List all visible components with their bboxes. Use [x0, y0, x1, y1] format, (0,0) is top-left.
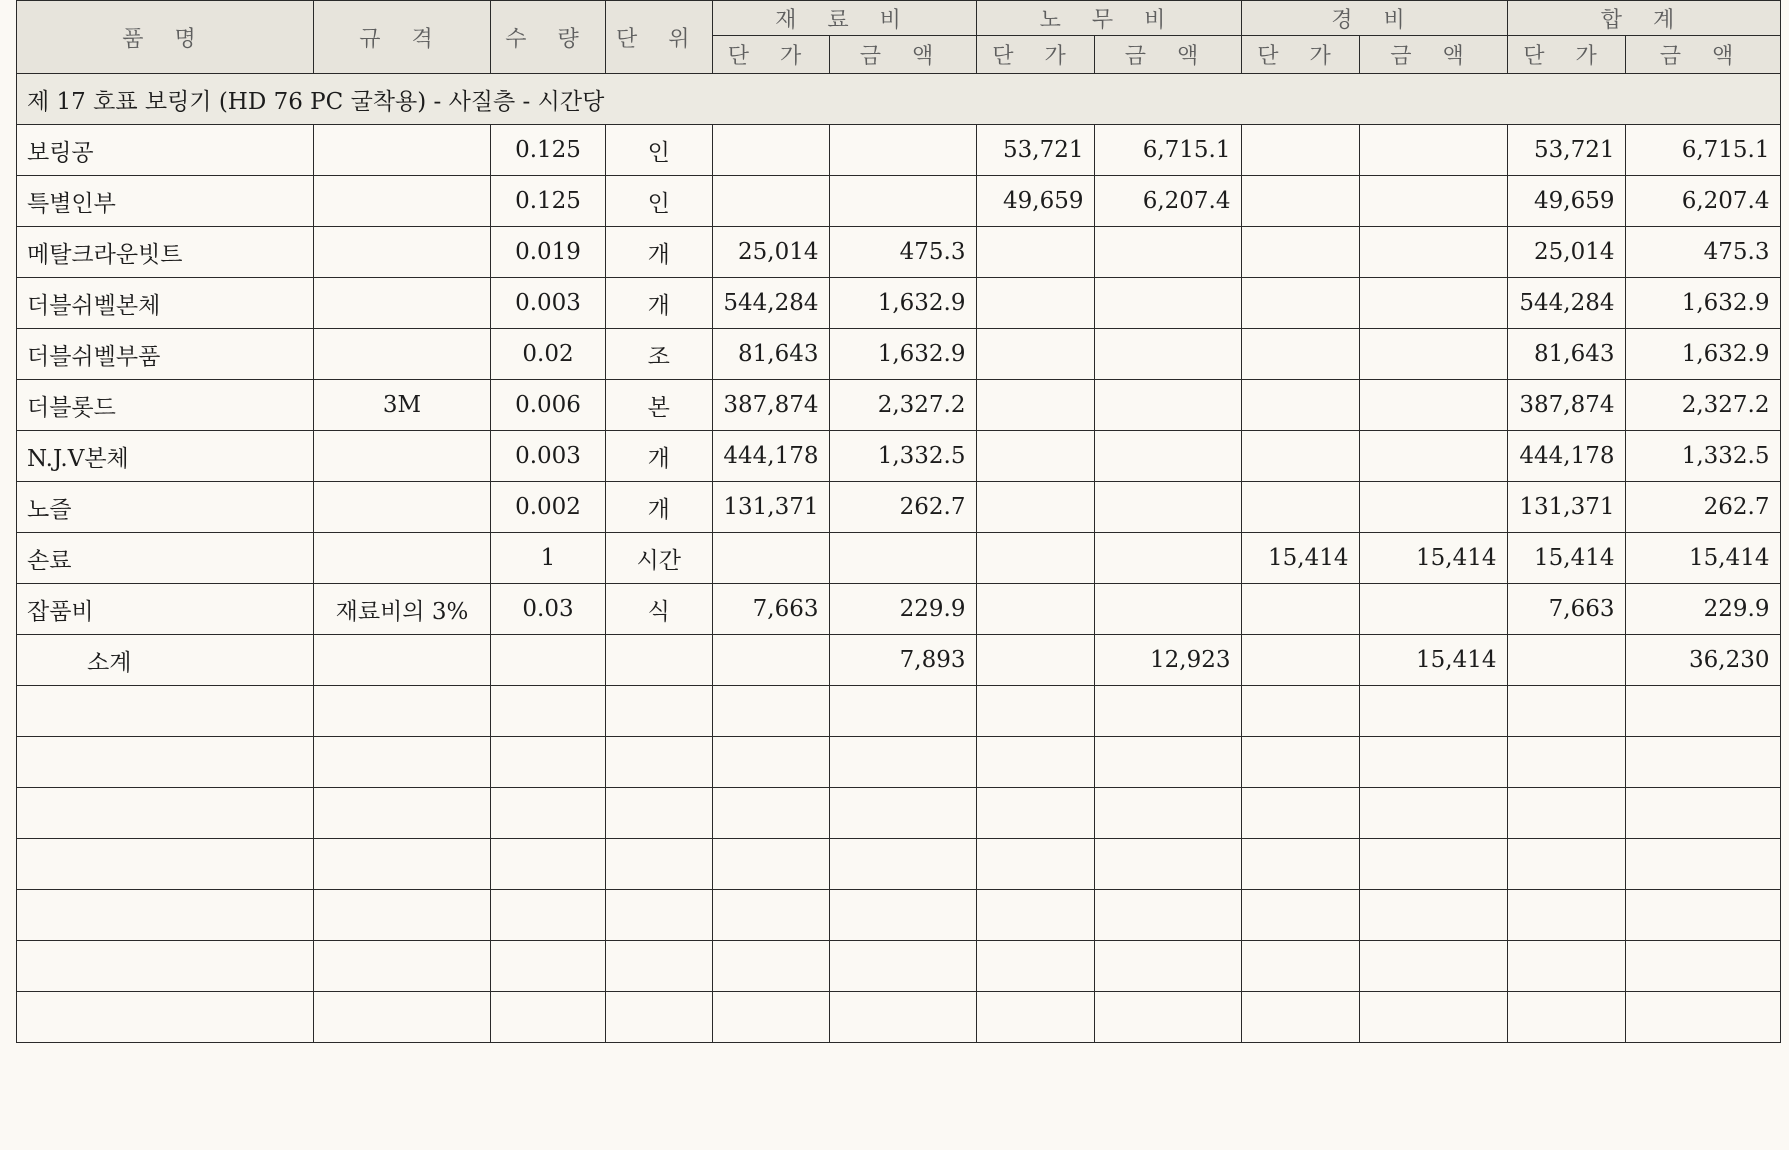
- material-unit-price-cell: [712, 176, 829, 227]
- empty-cell: [1094, 686, 1241, 737]
- empty-cell: [1094, 839, 1241, 890]
- material-amount-cell: [829, 125, 976, 176]
- empty-cell: [1241, 686, 1359, 737]
- total-amount-cell: 475.3: [1625, 227, 1780, 278]
- empty-cell: [314, 839, 491, 890]
- total-unit-price-cell: 544,284: [1507, 278, 1625, 329]
- spec-cell: [314, 125, 491, 176]
- material-unit-price-cell: [712, 635, 829, 686]
- empty-cell: [17, 992, 314, 1043]
- empty-cell: [1094, 788, 1241, 839]
- labor-unit-price-cell: [976, 278, 1094, 329]
- material-unit-price-cell: 131,371: [712, 482, 829, 533]
- empty-cell: [829, 890, 976, 941]
- empty-cell: [491, 941, 606, 992]
- empty-cell: [1359, 839, 1507, 890]
- expense-amount-cell: [1359, 380, 1507, 431]
- header-material: 재 료 비: [712, 1, 976, 36]
- empty-cell: [606, 737, 713, 788]
- labor-unit-price-cell: [976, 431, 1094, 482]
- empty-cell: [829, 839, 976, 890]
- qty-cell: 0.002: [491, 482, 606, 533]
- labor-unit-price-cell: [976, 329, 1094, 380]
- empty-cell: [1359, 737, 1507, 788]
- labor-amount-cell: [1094, 227, 1241, 278]
- empty-cell: [1241, 941, 1359, 992]
- empty-cell: [1625, 788, 1780, 839]
- empty-cell: [1625, 737, 1780, 788]
- empty-cell: [1359, 788, 1507, 839]
- empty-cell: [1241, 788, 1359, 839]
- empty-row: [17, 992, 1781, 1043]
- material-unit-price-cell: 387,874: [712, 380, 829, 431]
- empty-cell: [1625, 941, 1780, 992]
- labor-amount-cell: [1094, 482, 1241, 533]
- labor-amount-cell: [1094, 584, 1241, 635]
- empty-cell: [491, 788, 606, 839]
- empty-cell: [1241, 890, 1359, 941]
- table-row: [17, 125, 1781, 176]
- expense-amount-cell: [1359, 584, 1507, 635]
- item-name-cell: 더블롯드: [17, 380, 314, 431]
- qty-cell: 0.003: [491, 278, 606, 329]
- empty-cell: [712, 686, 829, 737]
- total-amount-cell: 6,715.1: [1625, 125, 1780, 176]
- empty-cell: [1507, 788, 1625, 839]
- material-amount-cell: 262.7: [829, 482, 976, 533]
- header-total-amount: 금 액: [1625, 36, 1780, 74]
- empty-cell: [712, 839, 829, 890]
- empty-cell: [1094, 737, 1241, 788]
- expense-unit-price-cell: [1241, 227, 1359, 278]
- expense-unit-price-cell: [1241, 380, 1359, 431]
- material-amount-cell: 1,332.5: [829, 431, 976, 482]
- empty-cell: [976, 737, 1094, 788]
- qty-cell: 0.019: [491, 227, 606, 278]
- material-amount-cell: 475.3: [829, 227, 976, 278]
- total-unit-price-cell: 444,178: [1507, 431, 1625, 482]
- expense-amount-cell: [1359, 176, 1507, 227]
- empty-cell: [1359, 992, 1507, 1043]
- labor-unit-price-cell: [976, 533, 1094, 584]
- empty-row: [17, 686, 1781, 737]
- empty-cell: [976, 992, 1094, 1043]
- unit-cell: 식: [606, 584, 713, 635]
- item-name-cell: 메탈크라운빗트: [17, 227, 314, 278]
- empty-cell: [314, 788, 491, 839]
- labor-amount-cell: 6,207.4: [1094, 176, 1241, 227]
- expense-amount-cell: [1359, 278, 1507, 329]
- total-unit-price-cell: 7,663: [1507, 584, 1625, 635]
- empty-cell: [17, 686, 314, 737]
- empty-cell: [606, 839, 713, 890]
- expense-unit-price-cell: [1241, 125, 1359, 176]
- empty-cell: [1625, 992, 1780, 1043]
- item-name-cell: 더블쉬벨본체: [17, 278, 314, 329]
- header-total: 합 계: [1507, 1, 1780, 36]
- empty-cell: [1241, 737, 1359, 788]
- table-row: [17, 482, 1781, 533]
- subtotal-material-amount: 7,893: [829, 635, 976, 686]
- expense-unit-price-cell: [1241, 482, 1359, 533]
- empty-cell: [1094, 890, 1241, 941]
- empty-cell: [17, 941, 314, 992]
- unit-cell: 시간: [606, 533, 713, 584]
- empty-row: [17, 941, 1781, 992]
- labor-amount-cell: [1094, 533, 1241, 584]
- empty-cell: [17, 890, 314, 941]
- unit-cell: 개: [606, 278, 713, 329]
- total-amount-cell: 2,327.2: [1625, 380, 1780, 431]
- empty-cell: [829, 788, 976, 839]
- table-row: [17, 584, 1781, 635]
- total-amount-cell: 1,332.5: [1625, 431, 1780, 482]
- unit-cell: 본: [606, 380, 713, 431]
- material-amount-cell: 2,327.2: [829, 380, 976, 431]
- empty-cell: [1359, 686, 1507, 737]
- unit-cost-table: [16, 0, 1781, 1043]
- empty-cell: [976, 788, 1094, 839]
- material-amount-cell: [829, 533, 976, 584]
- empty-cell: [17, 737, 314, 788]
- unit-cell: 개: [606, 482, 713, 533]
- expense-amount-cell: [1359, 482, 1507, 533]
- qty-cell: 0.03: [491, 584, 606, 635]
- qty-cell: 0.02: [491, 329, 606, 380]
- material-amount-cell: [829, 176, 976, 227]
- table-header: [17, 1, 1781, 74]
- total-unit-price-cell: 15,414: [1507, 533, 1625, 584]
- empty-cell: [1094, 992, 1241, 1043]
- subtotal-expense-amount: 15,414: [1359, 635, 1507, 686]
- empty-cell: [1625, 839, 1780, 890]
- table-row: [17, 533, 1781, 584]
- section-title-row: [17, 74, 1781, 125]
- expense-amount-cell: [1359, 431, 1507, 482]
- unit-cell: 개: [606, 227, 713, 278]
- empty-cell: [606, 686, 713, 737]
- labor-unit-price-cell: 49,659: [976, 176, 1094, 227]
- expense-unit-price-cell: [1241, 635, 1359, 686]
- spec-cell: 재료비의 3%: [314, 584, 491, 635]
- header-labor-amount: 금 액: [1094, 36, 1241, 74]
- labor-amount-cell: 6,715.1: [1094, 125, 1241, 176]
- empty-cell: [1241, 839, 1359, 890]
- labor-unit-price-cell: 53,721: [976, 125, 1094, 176]
- item-name-cell: 잡품비: [17, 584, 314, 635]
- unit-cell: 조: [606, 329, 713, 380]
- qty-cell: 0.006: [491, 380, 606, 431]
- empty-row: [17, 890, 1781, 941]
- empty-cell: [314, 941, 491, 992]
- header-expense: 경 비: [1241, 1, 1507, 36]
- unit-cell: [606, 635, 713, 686]
- empty-cell: [1094, 941, 1241, 992]
- empty-cell: [1507, 737, 1625, 788]
- section-title: 제 17 호표 보링기 (HD 76 PC 굴착용) - 사질층 - 시간당: [17, 74, 1781, 125]
- empty-cell: [1507, 941, 1625, 992]
- material-unit-price-cell: [712, 125, 829, 176]
- empty-cell: [829, 941, 976, 992]
- spec-cell: [314, 533, 491, 584]
- empty-row: [17, 839, 1781, 890]
- empty-cell: [491, 992, 606, 1043]
- empty-row: [17, 788, 1781, 839]
- empty-cell: [491, 686, 606, 737]
- table-row: [17, 431, 1781, 482]
- empty-cell: [491, 890, 606, 941]
- header-material-unit-price: 단 가: [712, 36, 829, 74]
- expense-amount-cell: [1359, 329, 1507, 380]
- empty-cell: [976, 686, 1094, 737]
- qty-cell: [491, 635, 606, 686]
- spec-cell: [314, 227, 491, 278]
- expense-unit-price-cell: [1241, 584, 1359, 635]
- total-unit-price-cell: 49,659: [1507, 176, 1625, 227]
- expense-unit-price-cell: [1241, 278, 1359, 329]
- labor-unit-price-cell: [976, 635, 1094, 686]
- header-item: 품 명: [17, 1, 314, 74]
- table-row: [17, 227, 1781, 278]
- item-name-cell: 특별인부: [17, 176, 314, 227]
- table-body: [17, 74, 1781, 1043]
- header-qty: 수 량: [491, 1, 606, 74]
- total-unit-price-cell: 387,874: [1507, 380, 1625, 431]
- material-unit-price-cell: 81,643: [712, 329, 829, 380]
- header-labor-unit-price: 단 가: [976, 36, 1094, 74]
- expense-amount-cell: [1359, 125, 1507, 176]
- expense-unit-price-cell: [1241, 431, 1359, 482]
- subtotal-row: [17, 635, 1781, 686]
- expense-amount-cell: [1359, 227, 1507, 278]
- empty-cell: [829, 992, 976, 1043]
- item-name-cell: 손료: [17, 533, 314, 584]
- material-amount-cell: 1,632.9: [829, 278, 976, 329]
- labor-unit-price-cell: [976, 380, 1094, 431]
- expense-unit-price-cell: [1241, 176, 1359, 227]
- empty-cell: [606, 788, 713, 839]
- total-amount-cell: 1,632.9: [1625, 329, 1780, 380]
- empty-cell: [976, 839, 1094, 890]
- header-total-unit-price: 단 가: [1507, 36, 1625, 74]
- empty-cell: [712, 890, 829, 941]
- empty-cell: [606, 941, 713, 992]
- header-unit: 단 위: [606, 1, 713, 74]
- total-amount-cell: 6,207.4: [1625, 176, 1780, 227]
- subtotal-total-amount: 36,230: [1625, 635, 1780, 686]
- subtotal-label: 소계: [17, 635, 314, 686]
- header-expense-unit-price: 단 가: [1241, 36, 1359, 74]
- total-unit-price-cell: 81,643: [1507, 329, 1625, 380]
- header-labor: 노 무 비: [976, 1, 1241, 36]
- material-unit-price-cell: 7,663: [712, 584, 829, 635]
- labor-amount-cell: [1094, 278, 1241, 329]
- empty-cell: [976, 941, 1094, 992]
- material-unit-price-cell: 444,178: [712, 431, 829, 482]
- empty-cell: [1507, 992, 1625, 1043]
- empty-cell: [314, 992, 491, 1043]
- material-amount-cell: 229.9: [829, 584, 976, 635]
- labor-amount-cell: [1094, 329, 1241, 380]
- table-row: [17, 380, 1781, 431]
- empty-cell: [1625, 686, 1780, 737]
- qty-cell: 0.003: [491, 431, 606, 482]
- total-amount-cell: 229.9: [1625, 584, 1780, 635]
- total-unit-price-cell: 53,721: [1507, 125, 1625, 176]
- item-name-cell: 노즐: [17, 482, 314, 533]
- material-unit-price-cell: 544,284: [712, 278, 829, 329]
- header-material-amount: 금 액: [829, 36, 976, 74]
- spec-cell: 3M: [314, 380, 491, 431]
- empty-cell: [829, 686, 976, 737]
- material-unit-price-cell: 25,014: [712, 227, 829, 278]
- unit-cell: 인: [606, 176, 713, 227]
- spec-cell: [314, 278, 491, 329]
- spec-cell: [314, 329, 491, 380]
- expense-unit-price-cell: 15,414: [1241, 533, 1359, 584]
- empty-cell: [712, 737, 829, 788]
- item-name-cell: 보링공: [17, 125, 314, 176]
- unit-cell: 개: [606, 431, 713, 482]
- empty-cell: [491, 839, 606, 890]
- qty-cell: 1: [491, 533, 606, 584]
- empty-cell: [314, 737, 491, 788]
- spec-cell: [314, 431, 491, 482]
- qty-cell: 0.125: [491, 125, 606, 176]
- empty-cell: [712, 788, 829, 839]
- material-unit-price-cell: [712, 533, 829, 584]
- empty-cell: [976, 890, 1094, 941]
- table-row: [17, 278, 1781, 329]
- labor-unit-price-cell: [976, 227, 1094, 278]
- total-amount-cell: 15,414: [1625, 533, 1780, 584]
- header-expense-amount: 금 액: [1359, 36, 1507, 74]
- subtotal-labor-amount: 12,923: [1094, 635, 1241, 686]
- empty-cell: [314, 686, 491, 737]
- spec-cell: [314, 176, 491, 227]
- empty-cell: [606, 890, 713, 941]
- empty-cell: [1359, 941, 1507, 992]
- qty-cell: 0.125: [491, 176, 606, 227]
- empty-cell: [1507, 839, 1625, 890]
- empty-cell: [829, 737, 976, 788]
- empty-cell: [712, 941, 829, 992]
- empty-cell: [606, 992, 713, 1043]
- material-amount-cell: 1,632.9: [829, 329, 976, 380]
- expense-amount-cell: 15,414: [1359, 533, 1507, 584]
- empty-cell: [712, 992, 829, 1043]
- empty-cell: [1625, 890, 1780, 941]
- spec-cell: [314, 635, 491, 686]
- empty-cell: [1507, 686, 1625, 737]
- expense-unit-price-cell: [1241, 329, 1359, 380]
- empty-cell: [1359, 890, 1507, 941]
- empty-cell: [491, 737, 606, 788]
- empty-cell: [314, 890, 491, 941]
- empty-row: [17, 737, 1781, 788]
- table-row: [17, 329, 1781, 380]
- labor-amount-cell: [1094, 431, 1241, 482]
- total-unit-price-cell: 131,371: [1507, 482, 1625, 533]
- empty-cell: [17, 839, 314, 890]
- total-unit-price-cell: [1507, 635, 1625, 686]
- header-spec: 규 격: [314, 1, 491, 74]
- empty-cell: [1507, 890, 1625, 941]
- total-amount-cell: 1,632.9: [1625, 278, 1780, 329]
- unit-cell: 인: [606, 125, 713, 176]
- total-unit-price-cell: 25,014: [1507, 227, 1625, 278]
- table-row: [17, 176, 1781, 227]
- spec-cell: [314, 482, 491, 533]
- labor-unit-price-cell: [976, 584, 1094, 635]
- labor-unit-price-cell: [976, 482, 1094, 533]
- item-name-cell: N.J.V본체: [17, 431, 314, 482]
- labor-amount-cell: [1094, 380, 1241, 431]
- empty-cell: [1241, 992, 1359, 1043]
- total-amount-cell: 262.7: [1625, 482, 1780, 533]
- item-name-cell: 더블쉬벨부품: [17, 329, 314, 380]
- empty-cell: [17, 788, 314, 839]
